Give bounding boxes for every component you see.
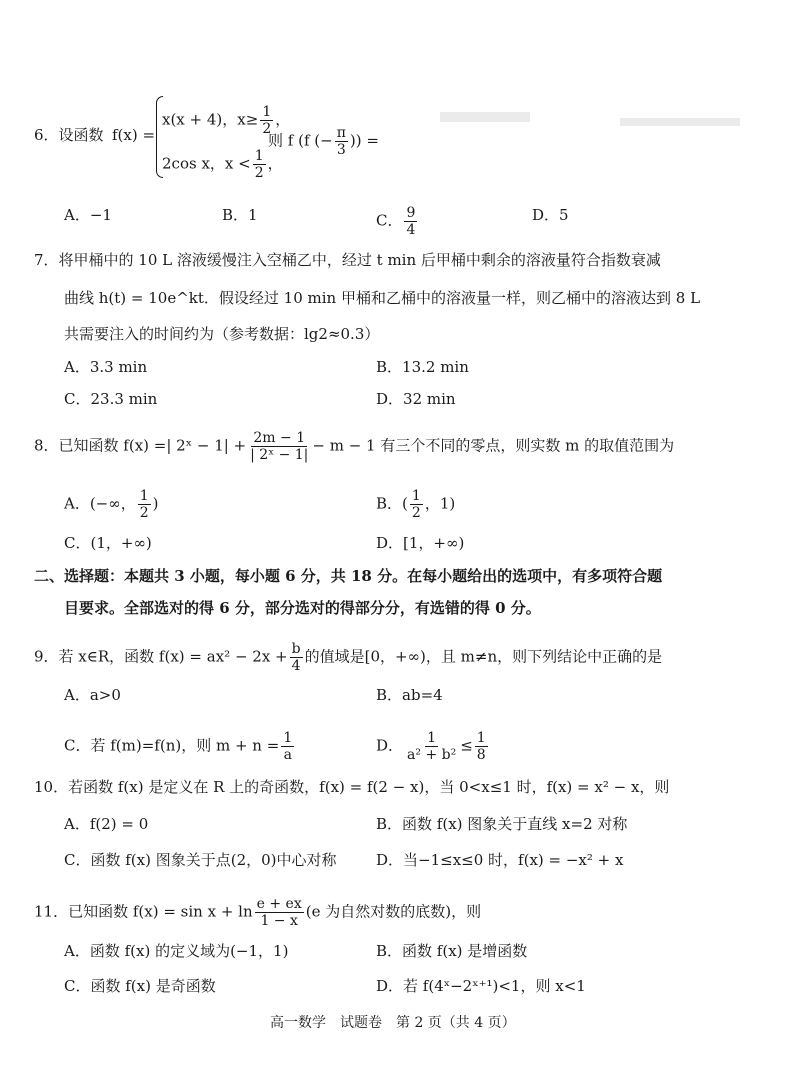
q6-option-c-frac: $\frac{9}{4}$ bbox=[406, 205, 416, 238]
q11-stem: 11．已知函数 f(x) = sin x + ln $\frac{e + ex}{1 - x}$ (e 为自然对数的底数)，则 bbox=[34, 896, 482, 929]
q6-case1: x(x + 4)，x≥ $\frac{1}{2}$ ， bbox=[162, 104, 291, 137]
q8-option-c[interactable]: C．(1，+∞) bbox=[64, 534, 152, 552]
q6-option-d[interactable]: D．5 bbox=[532, 206, 569, 224]
q11-option-b[interactable]: B．函数 f(x) 是增函数 bbox=[376, 942, 528, 960]
q11-option-d[interactable]: D．若 f(4ˣ−2ˣ⁺¹)<1，则 x<1 bbox=[376, 977, 586, 995]
q10-option-b[interactable]: B．函数 f(x) 图象关于直线 x=2 对称 bbox=[376, 815, 628, 833]
q8-option-a-frac: $\frac{1}{2}$ bbox=[139, 488, 149, 521]
q6-fx: f(x) = bbox=[112, 126, 156, 144]
section2-heading-line1: 二、选择题：本题共 3 小题，每小题 6 分，共 18 分。在每小题给出的选项中，有多项符合题 bbox=[34, 567, 663, 585]
q6-option-a[interactable]: A．−1 bbox=[64, 206, 112, 224]
q7-line1: 7．将甲桶中的 10 L 溶液缓慢注入空桶乙中，经过 t min 后甲桶中剩余的溶液量符合指数衰减 bbox=[34, 251, 661, 269]
q10-option-a[interactable]: A．f(2) = 0 bbox=[64, 815, 149, 833]
q6-query-frac: $\frac{\pi}{3}$ bbox=[336, 125, 346, 158]
q8-option-d[interactable]: D．[1，+∞) bbox=[376, 534, 465, 552]
q8-option-b-frac: $\frac{1}{2}$ bbox=[411, 488, 421, 521]
q6-option-c[interactable]: C． $\frac{9}{4}$ bbox=[376, 205, 416, 238]
q11-option-a[interactable]: A．函数 f(x) 的定义域为(−1，1) bbox=[64, 942, 289, 960]
q9-option-c[interactable]: C．若 f(m)=f(n)，则 m + n = $\frac{1}{a}$ bbox=[64, 730, 293, 763]
q7-option-c[interactable]: C．23.3 min bbox=[64, 390, 158, 408]
q9-option-b[interactable]: B．ab=4 bbox=[376, 686, 443, 704]
q6-case2: 2cos x，x < $\frac{1}{2}$ ， bbox=[162, 148, 283, 181]
q6-option-b[interactable]: B．1 bbox=[222, 206, 258, 224]
q9-option-c-frac: $\frac{1}{a}$ bbox=[283, 730, 293, 763]
q7-line2: 曲线 h(t) = 10e^kt．假设经过 10 min 甲桶和乙桶中的溶液量一样，则乙桶中的溶液达到 8 L bbox=[64, 289, 701, 307]
q8-option-a[interactable]: A．(−∞， $\frac{1}{2}$ ) bbox=[64, 488, 159, 521]
page-footer: 高一数学 试题卷 第 2 页（共 4 页） bbox=[270, 1015, 516, 1031]
q9-stem: 9．若 x∈R，函数 f(x) = ax² − 2x + $\frac{b}{4}$ 的值域是[0，+∞)，且 m≠n，则下列结论中正确的是 bbox=[34, 641, 663, 674]
q8-option-b[interactable]: B．( $\frac{1}{2}$ ，1) bbox=[376, 488, 456, 521]
q7-option-d[interactable]: D．32 min bbox=[376, 390, 456, 408]
q7-option-a[interactable]: A．3.3 min bbox=[64, 358, 148, 376]
q6-case1-frac: $\frac{1}{2}$ bbox=[262, 104, 272, 137]
q8-frac: $\frac{2m - 1}{\text{| 2ˣ − 1|}}$ bbox=[250, 430, 309, 463]
q11-option-c[interactable]: C．函数 f(x) 是奇函数 bbox=[64, 977, 216, 995]
q6-query: 则 f (f (− $\frac{\pi}{3}$ )) = bbox=[268, 125, 379, 158]
q9-option-a[interactable]: A．a>0 bbox=[64, 686, 121, 704]
q8-stem: 8．已知函数 f(x) =| 2ˣ − 1| + $\frac{2m - 1}{\text{| 2ˣ − 1|}}$ − m − 1 有三个不同的零点，则实数 m 的取值范围为 bbox=[34, 430, 675, 463]
q7-option-b[interactable]: B．13.2 min bbox=[376, 358, 469, 376]
scan-smudge bbox=[620, 118, 740, 126]
q9-option-d-frac: $\frac{1}{\text{a² + b²}}$ bbox=[407, 730, 457, 763]
q10-option-d[interactable]: D．当−1≤x≤0 时，f(x) = −x² + x bbox=[376, 851, 624, 869]
q7-line3: 共需要注入的时间约为（参考数据：lg2≈0.3） bbox=[64, 325, 380, 343]
q11-frac: $\frac{e + ex}{1 - x}$ bbox=[256, 896, 302, 929]
q9-option-d-frac2: $\frac{1}{8}$ bbox=[476, 730, 486, 763]
q9-option-d[interactable]: D． $\frac{1}{\text{a² + b²}}$ ≤ $\frac{1}{8}$ bbox=[376, 730, 486, 763]
scan-smudge bbox=[440, 112, 530, 122]
q6-stem-lead: 6．设函数 bbox=[34, 126, 104, 144]
q6-case2-frac: $\frac{1}{2}$ bbox=[254, 148, 264, 181]
q10-stem: 10．若函数 f(x) 是定义在 R 上的奇函数，f(x) = f(2 − x)，当 0<x≤1 时，f(x) = x² − x，则 bbox=[34, 778, 670, 796]
q10-option-c[interactable]: C．函数 f(x) 图象关于点(2，0)中心对称 bbox=[64, 851, 337, 869]
q9-frac: $\frac{b}{4}$ bbox=[291, 641, 301, 674]
section2-heading-line2: 目要求。全部选对的得 6 分，部分选对的得部分分，有选错的得 0 分。 bbox=[64, 599, 541, 617]
